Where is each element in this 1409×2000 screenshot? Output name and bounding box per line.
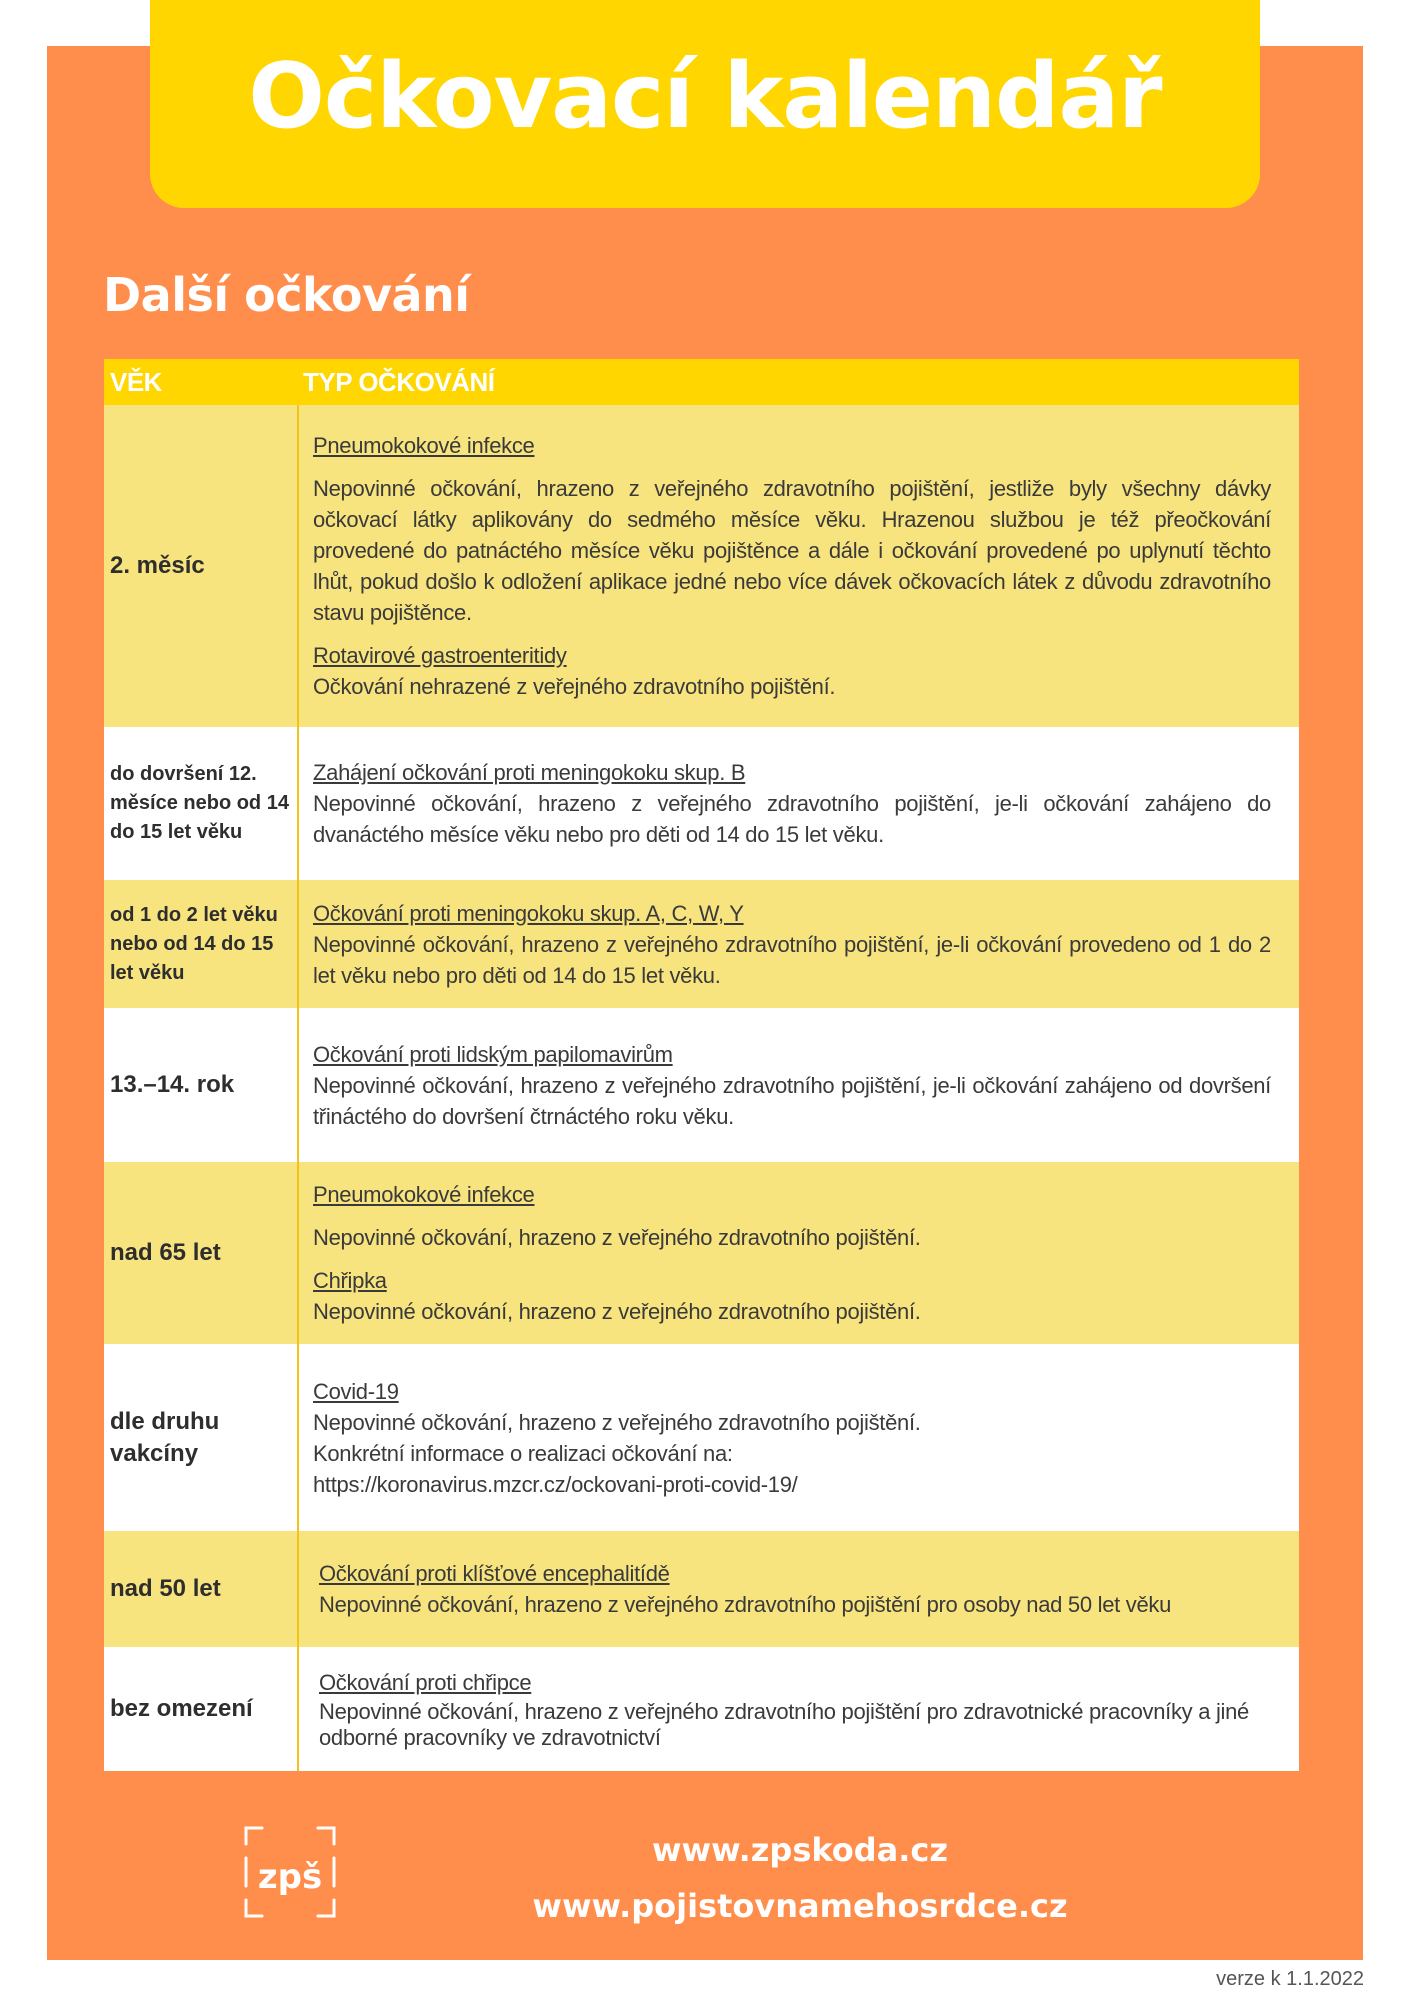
table-row [104,1162,1299,1344]
type-cell [299,1008,1299,1162]
vaccine-description: Nepovinné očkování, hrazeno z veřejného zdravotního pojištění. [313,1299,921,1324]
vaccine-name: Zahájení očkování proti meningokoku skup. B [313,760,746,785]
table-row [104,1344,1299,1531]
vaccine-description: Očkování nehrazené z veřejného zdravotního pojištění. [313,674,836,699]
vaccine-name: Pneumokokové infekce [313,1182,535,1207]
type-cell [299,1344,1299,1531]
type-cell [299,1647,1299,1771]
title-banner [150,0,1260,208]
vaccine-description: Nepovinné očkování, hrazeno z veřejného zdravotního pojištění, je-li očkování zahájeno do dvanáctého měsíce věku nebo pro děti od 14 do 15 let věku. [313,791,1271,847]
table-row [104,1647,1299,1771]
age-label: do dovršení 12. měsíce nebo od 14 do 15 let věku [110,763,289,843]
version-label: verze k 1.1.2022 [1216,1968,1364,1990]
table-row [104,1008,1299,1162]
footer-links [470,1822,1130,1934]
age-cell [104,1008,299,1162]
vaccine-name: Očkování proti chřipce [319,1670,532,1695]
table-row [104,1531,1299,1647]
age-label: dle druhu vakcíny [110,1407,220,1467]
vaccine-description: Nepovinné očkování, hrazeno z veřejného zdravotního pojištění, je-li očkování provedeno od 1 do 2 let věku nebo pro děti od 14 do 15 let věku. [313,931,1271,988]
age-label: nad 65 let [110,1239,221,1266]
column-header-type: TYP OČKOVÁNÍ [303,366,495,397]
vaccine-description: Nepovinné očkování, hrazeno z veřejného zdravotního pojištění. [313,1225,921,1250]
type-cell [299,1531,1299,1647]
vaccine-name: Chřipka [313,1268,387,1293]
column-header-age: VĚK [110,366,162,397]
vaccine-name: Pneumokokové infekce [313,433,535,458]
link-pojistovnamehosrdce[interactable]: www.pojistovnamehosrdce.cz [532,1887,1068,1925]
logo-text: zpš [257,1857,323,1897]
age-label: 2. měsíc [110,552,205,579]
age-label: bez omezení [110,1695,253,1722]
type-cell [299,727,1299,880]
age-label: od 1 do 2 let věku nebo od 14 do 15 let věku [110,903,278,984]
vaccine-name: Covid-19 [313,1378,399,1404]
age-label: nad 50 let [110,1575,221,1602]
link-zpskoda[interactable]: www.zpskoda.cz [651,1831,949,1869]
age-cell [104,880,299,1008]
vaccine-name: Rotavirové gastroenteritidy [313,643,567,668]
type-cell [299,405,1299,727]
age-cell [104,727,299,880]
vaccine-name: Očkování proti meningokoku skup. A, C, W, Y [313,900,744,926]
table-row [104,880,1299,1008]
table-header [104,359,1299,405]
vaccine-description: Nepovinné očkování, hrazeno z veřejného zdravotního pojištění pro zdravotnické pracovníky a jiné odborné pracovníky ve zdravotnictví [319,1699,1249,1750]
vaccine-info-text: Konkrétní informace o realizaci očkování na: [313,1440,733,1466]
vaccine-name: Očkování proti klíšťové encephalitídě [319,1561,670,1586]
vaccine-description: Nepovinné očkování, hrazeno z veřejného zdravotního pojištění, jestliže byly všechny dávky očkovací látky aplikovány do sedmého měsíce věku. Hrazenou službou je též přeočkování provedené do patnáctého měsíce věku pojištěnce a dále i očkování provedené po uplynutí těchto lhůt, pokud došlo k odložení aplikace jedné nebo více dávek očkovacích látek z důvodu zdravotního stavu pojištěnce. [313,476,1271,625]
vaccine-name: Očkování proti lidským papilomavirům [313,1041,673,1067]
age-cell [104,1162,299,1344]
age-cell [104,1531,299,1647]
age-cell [104,405,299,727]
type-cell [299,1162,1299,1344]
zps-logo [240,1822,340,1922]
zps-logo-icon [240,1822,340,1922]
vaccine-description: Nepovinné očkování, hrazeno z veřejného zdravotního pojištění pro osoby nad 50 let věku [319,1592,1172,1617]
vaccination-table [104,359,1299,1771]
page-title: Očkovací kalendář [248,43,1162,149]
table-row [104,405,1299,727]
vaccine-description: Nepovinné očkování, hrazeno z veřejného zdravotního pojištění. [313,1409,921,1435]
covid-info-url: https://koronavirus.mzcr.cz/ockovani-proti-covid-19/ [313,1471,798,1497]
age-label: 13.–14. rok [110,1071,235,1098]
section-subtitle: Další očkování [103,268,470,322]
age-cell [104,1647,299,1771]
age-cell [104,1344,299,1531]
table-row [104,727,1299,880]
vaccine-description: Nepovinné očkování, hrazeno z veřejného zdravotního pojištění, je-li očkování zahájeno od dovršení třináctého do dovršení čtrnáctého roku věku. [313,1072,1271,1129]
type-cell [299,880,1299,1008]
